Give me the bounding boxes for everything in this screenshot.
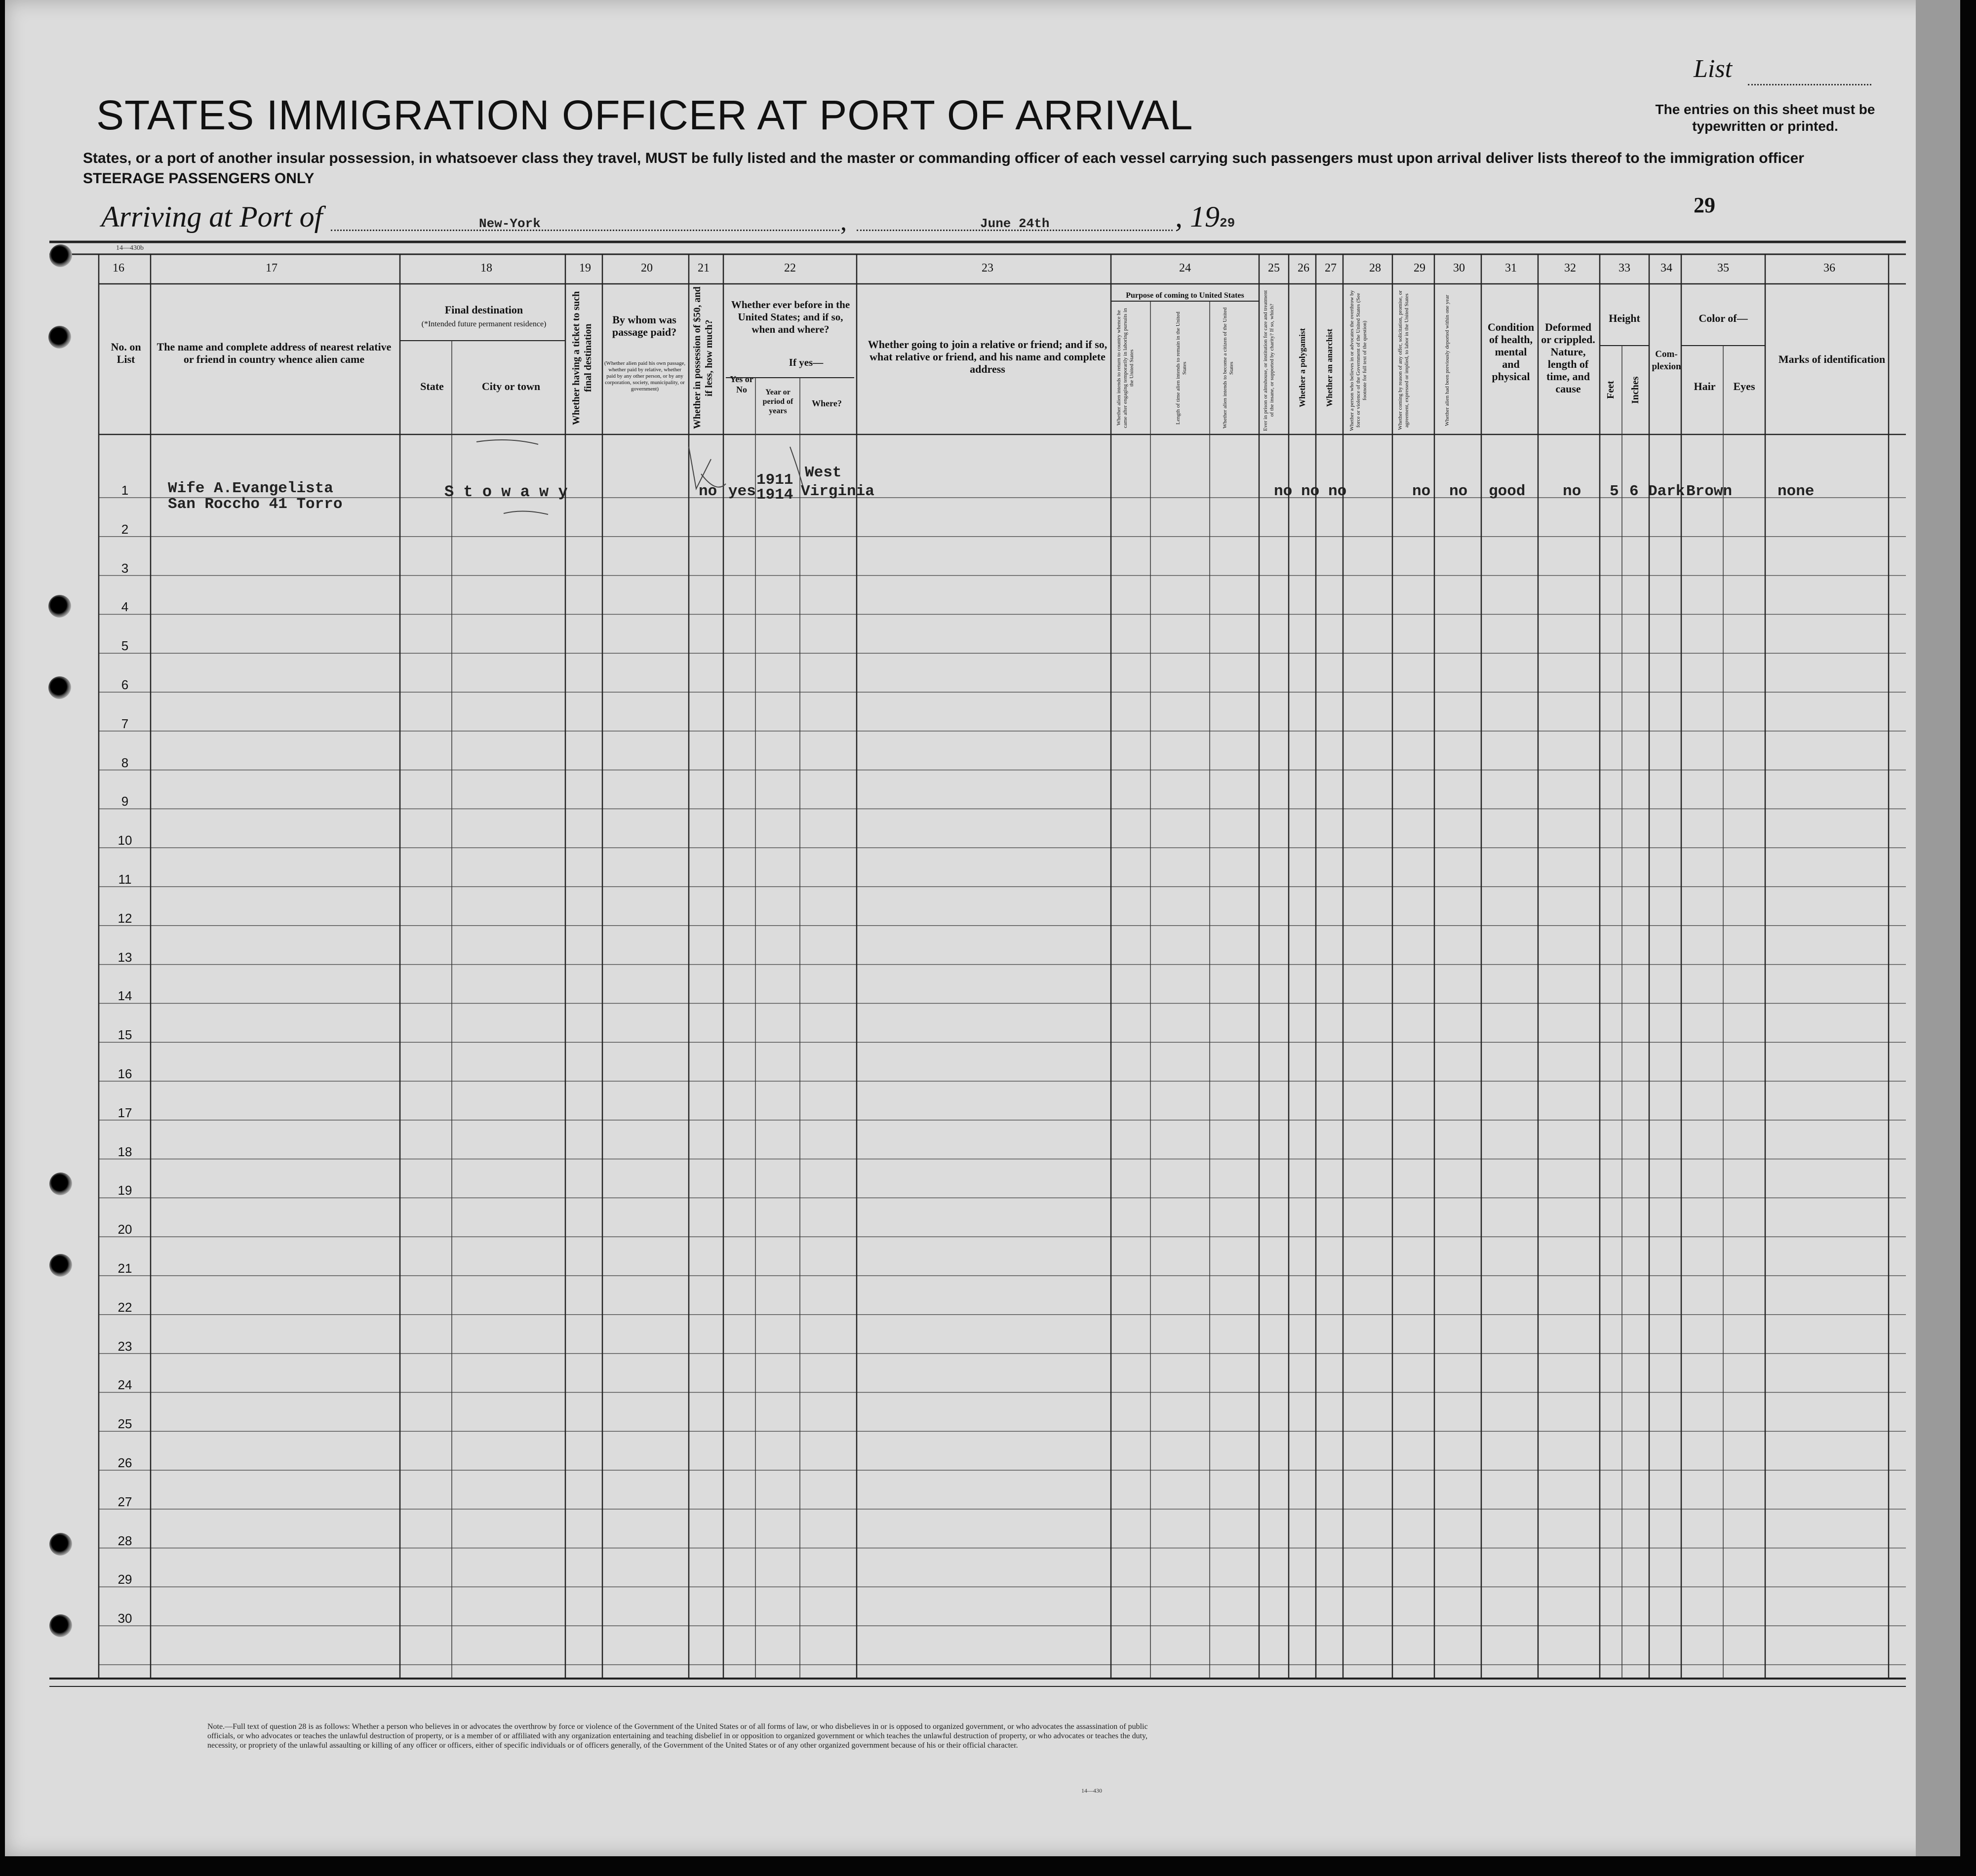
header-city: City or town	[481, 380, 541, 392]
entry-anarchist: no	[1328, 483, 1347, 500]
entry-years-b: 1914	[756, 486, 793, 504]
entry-hair: Brown	[1686, 483, 1733, 500]
row-number: 15	[118, 1027, 132, 1043]
binder-hole	[49, 1533, 72, 1556]
header-deformed: Deformed or crippled. Nature, length of time, and cause	[1541, 321, 1595, 395]
header-hair: Hair	[1694, 380, 1716, 392]
form-code: 14—430b	[116, 244, 144, 252]
binder-hole	[49, 1254, 72, 1277]
entry-deformed: no	[1563, 483, 1581, 500]
entry-where-a: West	[805, 464, 842, 481]
row-number: 4	[121, 599, 129, 615]
binder-hole	[49, 1172, 72, 1195]
footnote-code: 14—430	[1081, 1787, 1102, 1794]
comma-1: ,	[840, 208, 847, 236]
year-line: , 1929	[1175, 200, 1235, 233]
entry-possession: no	[699, 483, 717, 500]
port-value: New-York	[479, 216, 541, 231]
row-number: 23	[118, 1338, 132, 1354]
row-number: 20	[118, 1222, 132, 1237]
sheet-number: 29	[1694, 193, 1715, 217]
table-grid	[5, 0, 1950, 1856]
entry-deported: no	[1449, 483, 1468, 500]
header-possession: Whether in possession of $50, and if less, how much?	[692, 286, 714, 430]
header-feet: Feet	[1605, 381, 1616, 399]
colnum-27: 27	[1325, 262, 1337, 274]
page-title: STATES IMMIGRATION OFFICER AT PORT OF ARRIVAL	[96, 92, 1193, 138]
colnum-18: 18	[480, 262, 492, 274]
row-number: 14	[118, 988, 132, 1004]
handwritten-tick-b	[504, 511, 548, 514]
binder-hole	[49, 1614, 72, 1637]
header-before-us: Whether ever before in the United States; and if so, when and where?	[731, 299, 850, 335]
binder-hole	[48, 676, 71, 699]
colnum-23: 23	[982, 262, 993, 274]
header-year-period: Year or period of years	[762, 388, 793, 415]
entry-relative-line1: Wife A.Evangelista	[168, 480, 333, 497]
header-offer: Whether coming by reason of any offer, solicitation, promise, or agreement, expressed or implied, to labor in the United States	[1397, 290, 1410, 430]
entry-marks: none	[1778, 483, 1815, 500]
colnum-25: 25	[1268, 262, 1280, 274]
year-suffix: 29	[1220, 216, 1235, 231]
header-purpose-c: Whether alien intends to become a citizen of the United States	[1222, 307, 1234, 429]
intro-text: States, or a port of another insular possession, in whatsoever class they travel, MUST be fully listed and the master or commanding officer of each vessel carrying such passengers must upon arrival deliver lists thereof to the immigration officer	[83, 150, 1804, 166]
header-purpose-b: Length of time alien intends to remain in the United States	[1175, 312, 1187, 425]
header-purpose: Purpose of coming to United States	[1126, 291, 1244, 300]
entry-where-b: Virginia	[801, 483, 874, 500]
row-number: 2	[121, 521, 129, 537]
row-number: 27	[118, 1494, 132, 1509]
header-final-destination-note: (*Intended future permanent residence)	[421, 320, 547, 328]
header-nearest-relative: The name and complete address of nearest relative or friend in country whence alien came	[157, 341, 392, 365]
entry-relative-line2: San Roccho 41 Torro	[168, 496, 343, 513]
header-complexion: Com-plexion	[1652, 349, 1681, 372]
header-yes-no: Yes or No	[730, 374, 753, 394]
row-number: 28	[118, 1533, 132, 1548]
colnum-29: 29	[1414, 262, 1425, 274]
entry-stowaway: S t o w a w y	[444, 483, 568, 501]
row-number: 9	[121, 794, 129, 809]
colnum-31: 31	[1505, 262, 1517, 274]
row-number: 25	[118, 1416, 132, 1432]
row-number: 29	[118, 1572, 132, 1587]
year-prefix: 19	[1190, 200, 1220, 233]
entry-complexion: Dark	[1648, 483, 1685, 500]
row-number: 6	[121, 677, 129, 692]
header-final-destination: Final destination	[444, 304, 523, 316]
header-passage: By whom was passage paid?	[612, 313, 677, 338]
row-number: 1	[121, 483, 129, 498]
row-number: 12	[118, 910, 132, 926]
colnum-22: 22	[784, 262, 796, 274]
colnum-36: 36	[1823, 262, 1835, 274]
header-state: State	[420, 380, 444, 392]
row-number: 19	[118, 1183, 132, 1198]
steerage-label: STEERAGE PASSENGERS ONLY	[83, 170, 315, 187]
colnum-19: 19	[579, 262, 591, 274]
row-number: 3	[121, 560, 129, 576]
handwritten-tick-a	[476, 440, 538, 444]
colnum-26: 26	[1298, 262, 1309, 274]
colnum-21: 21	[698, 262, 710, 274]
header-polygamist: Whether a polygamist	[1298, 328, 1307, 408]
date-value: June 24th	[980, 216, 1050, 231]
row-number: 18	[118, 1144, 132, 1159]
colnum-30: 30	[1453, 262, 1465, 274]
row-number: 8	[121, 755, 129, 770]
header-if-yes: If yes—	[789, 356, 824, 368]
row-number: 5	[121, 638, 129, 654]
colnum-24: 24	[1179, 262, 1191, 274]
row-number: 17	[118, 1105, 132, 1120]
colnum-33: 33	[1619, 262, 1630, 274]
header-health: Condition of health, mental and physical	[1487, 321, 1535, 383]
header-purpose-a: Whether alien intends to return to country whence he came after engaging temporarily in laboring pursuits in the United States	[1116, 308, 1135, 428]
row-number: 21	[118, 1261, 132, 1276]
row-number: 22	[118, 1299, 132, 1315]
arriving-label: Arriving at Port of	[101, 200, 323, 233]
footnote: Note.—Full text of question 28 is as follows: Whether a person who believes in or advocates the overthrow by force or violence of the Government of the United States or of all forms of law, or who disbelieves in or is opposed to organized government, or who advocates the assassination of public officials, or who advocates or teaches the unlawful destruction of property, or is a member of or affiliated with any organization entertaining and teaching disbelief in or opposition to organized government or which teaches the unlawful destruction of property, or who advocates or teaches the duty, necessity, or propriety of the unlawful assaulting or killing of any officer or officers, either of specific individuals or of officers generally, of the Government of the United States or of any other organized government because of his or their official character.	[207, 1722, 1148, 1750]
entry-inches: 6	[1629, 483, 1639, 500]
row-number: 7	[121, 716, 129, 731]
header-join-relative: Whether going to join a relative or friend; and if so, what relative or friend, and his name and complete address	[868, 338, 1107, 375]
list-label: List	[1694, 55, 1733, 83]
colnum-28: 28	[1369, 262, 1381, 274]
header-inches: Inches	[1630, 376, 1641, 404]
binder-hole	[48, 595, 71, 618]
header-no-on-list: No. on List	[111, 341, 141, 365]
manifest-sheet	[5, 0, 1950, 1856]
header-eyes: Eyes	[1733, 380, 1755, 392]
header-anarchist: Whether an anarchist	[1325, 328, 1334, 407]
header-color-of: Color of—	[1699, 312, 1748, 324]
header-passage-note: (Whether alien paid his own passage, whether paid by relative, whether paid by any other person, or by any corporation, society, municipality, or government)	[604, 360, 686, 392]
row-number: 10	[118, 833, 132, 848]
header-where: Where?	[812, 398, 842, 408]
row-number: 30	[118, 1611, 132, 1626]
header-ticket: Whether having a ticket to such final destination	[571, 291, 593, 425]
binder-hole	[49, 244, 72, 267]
row-number: 24	[118, 1377, 132, 1393]
entry-years-a: 1911	[756, 471, 793, 489]
binder-hole	[48, 326, 71, 349]
header-prison: Ever in prison or almshouse, or institution for care and treatment of the insane, or supported by charity? If so, which?	[1263, 290, 1275, 431]
colnum-32: 32	[1564, 262, 1576, 274]
entry-feet: 5	[1610, 483, 1619, 500]
colnum-20: 20	[641, 262, 653, 274]
header-deported: Whether alien had been previously deported within one year	[1444, 295, 1450, 426]
colnum-34: 34	[1660, 262, 1672, 274]
entry-polygamist: no	[1301, 483, 1320, 500]
entry-offer: no	[1412, 483, 1431, 500]
entries-note: The entries on this sheet must be typewritten or printed.	[1655, 102, 1875, 134]
colnum-17: 17	[266, 262, 277, 274]
row-number: 11	[118, 872, 132, 887]
colnum-16: 16	[113, 262, 124, 274]
entry-prison: no	[1274, 483, 1293, 500]
header-overthrow: Whether a person who believes in or advocates the overthrow by force or violence of the Government of the United States (See footnote for full text of the question)	[1349, 290, 1368, 431]
entry-health: good	[1489, 483, 1526, 500]
entry-before-yes: yes	[728, 483, 756, 500]
header-marks: Marks of identification	[1778, 353, 1886, 365]
header-height: Height	[1609, 312, 1640, 324]
row-number: 16	[118, 1066, 132, 1081]
row-number: 26	[118, 1455, 132, 1470]
row-number: 13	[118, 949, 132, 965]
colnum-35: 35	[1717, 262, 1729, 274]
